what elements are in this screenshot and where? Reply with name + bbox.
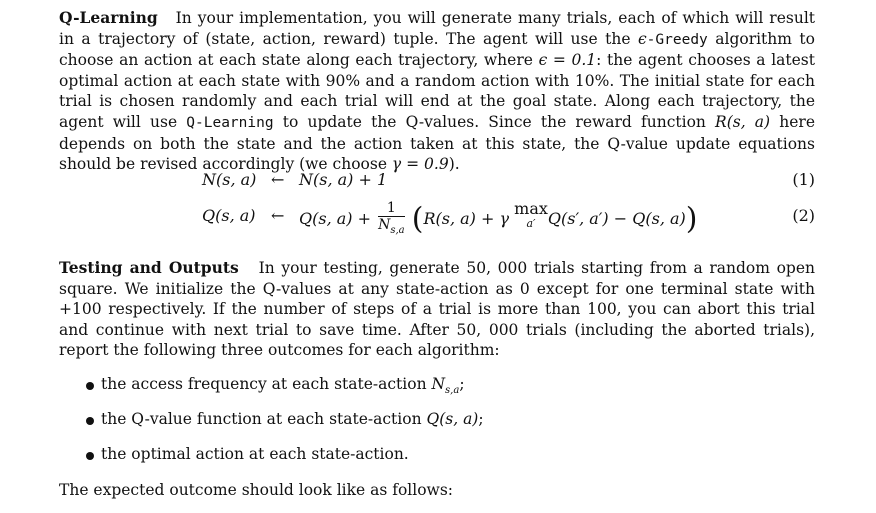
- eq2-frac-den: [378, 217, 405, 239]
- eq1-lhs: N(s, a): [202, 170, 257, 189]
- reward-function: R(s, a): [715, 112, 771, 131]
- testing-outputs-heading: Testing and Outputs: [59, 258, 239, 277]
- eq2-rhs: [299, 200, 697, 239]
- bullet-icon: [86, 452, 94, 460]
- eq1-arrow: ←: [271, 170, 285, 189]
- eq2-fraction: [378, 200, 405, 239]
- equation-2: [59, 199, 815, 237]
- outcome-tail: ;: [478, 410, 484, 428]
- eq2-number: (2): [792, 206, 815, 225]
- para-text: here depends on both the state and the action taken at this state, the Q-value update equations should be revised accordingly (we choose: [59, 112, 815, 174]
- eq2-rhs-prefix: Q(s, a) +: [299, 208, 372, 228]
- epsilon-equation: ϵ = 0.1: [538, 51, 597, 70]
- list-item-text: [101, 445, 409, 463]
- eq2-frac-num: 1: [378, 200, 405, 217]
- para-text: : the agent chooses a latest optimal action at each state with 90% and a random action with 10%. The initial state for each trial is chosen randomly and each trial will end at the goal state. Along each trajectory, the agent will use: [59, 51, 815, 131]
- eq2-inner-a: R(s, a) + γ: [423, 208, 510, 228]
- eq2-lhs: Q(s, a): [202, 206, 256, 225]
- q-learning-paragraph: [59, 8, 815, 175]
- list-item-text: [101, 375, 465, 396]
- para-text: In your testing, generate 50, 000 trials starting from a random open square. We initialize the Q-values at any state-action as 0 except for one terminal state with +100 respectively. If the number of steps of a trial is more than 100, you can abort this trial and continue with next trial to save time. After 50, 000 trials (including the aborted trials), report the following three outcomes for each algorithm:: [59, 259, 815, 360]
- outcome-tail: ;: [459, 375, 465, 393]
- q-learning-heading: Q-Learning: [59, 8, 158, 27]
- equation-1: [59, 170, 815, 204]
- para-text: algorithm to choose an action at each state along each trajectory, where: [59, 29, 815, 70]
- eq1-number: (1): [792, 170, 815, 189]
- closing-line: The expected outcome should look like as follows:: [59, 481, 454, 499]
- eq2-max: [514, 200, 548, 230]
- outcome-text: the access frequency at each state-action: [101, 375, 432, 393]
- bullet-icon: [86, 417, 94, 425]
- outcome-sub: s,a: [445, 385, 460, 397]
- gamma-equation: γ = 0.9: [391, 155, 449, 174]
- qlearning-code: Q-Learning: [186, 114, 274, 131]
- eq2-frac-den-sub: s,a: [390, 224, 405, 236]
- eq2-paren-open: (: [411, 201, 424, 237]
- eq2-frac-den-n: N: [378, 217, 391, 233]
- outcome-math: Q(s, a): [426, 410, 479, 428]
- para-text: to update the Q-values. Since the reward function: [273, 112, 716, 131]
- bullet-icon: [86, 382, 94, 390]
- para-text: ).: [448, 155, 460, 174]
- outcome-text: the Q-value function at each state-action: [101, 410, 427, 428]
- outcome-text: the optimal action at each state-action.: [101, 445, 409, 463]
- eq2-max-sub: a′: [526, 217, 536, 230]
- outcome-math: N: [431, 375, 446, 393]
- eq2-inner-b: Q(s′, a′) − Q(s, a): [547, 208, 686, 228]
- para-text: In your implementation, you will generate many trials, each of which will result in a trajectory of (state, action, reward) tuple. The agent will use the: [59, 9, 816, 48]
- list-item-text: [101, 410, 484, 428]
- epsilon-symbol: ϵ: [637, 29, 647, 48]
- testing-outputs-paragraph: [59, 258, 815, 361]
- greedy-code: -Greedy: [646, 31, 708, 48]
- eq2-max-word: max: [514, 199, 548, 218]
- eq1-rhs: N(s, a) + 1: [299, 170, 388, 189]
- eq2-arrow: ←: [271, 206, 285, 225]
- eq2-paren-close: ): [685, 201, 698, 237]
